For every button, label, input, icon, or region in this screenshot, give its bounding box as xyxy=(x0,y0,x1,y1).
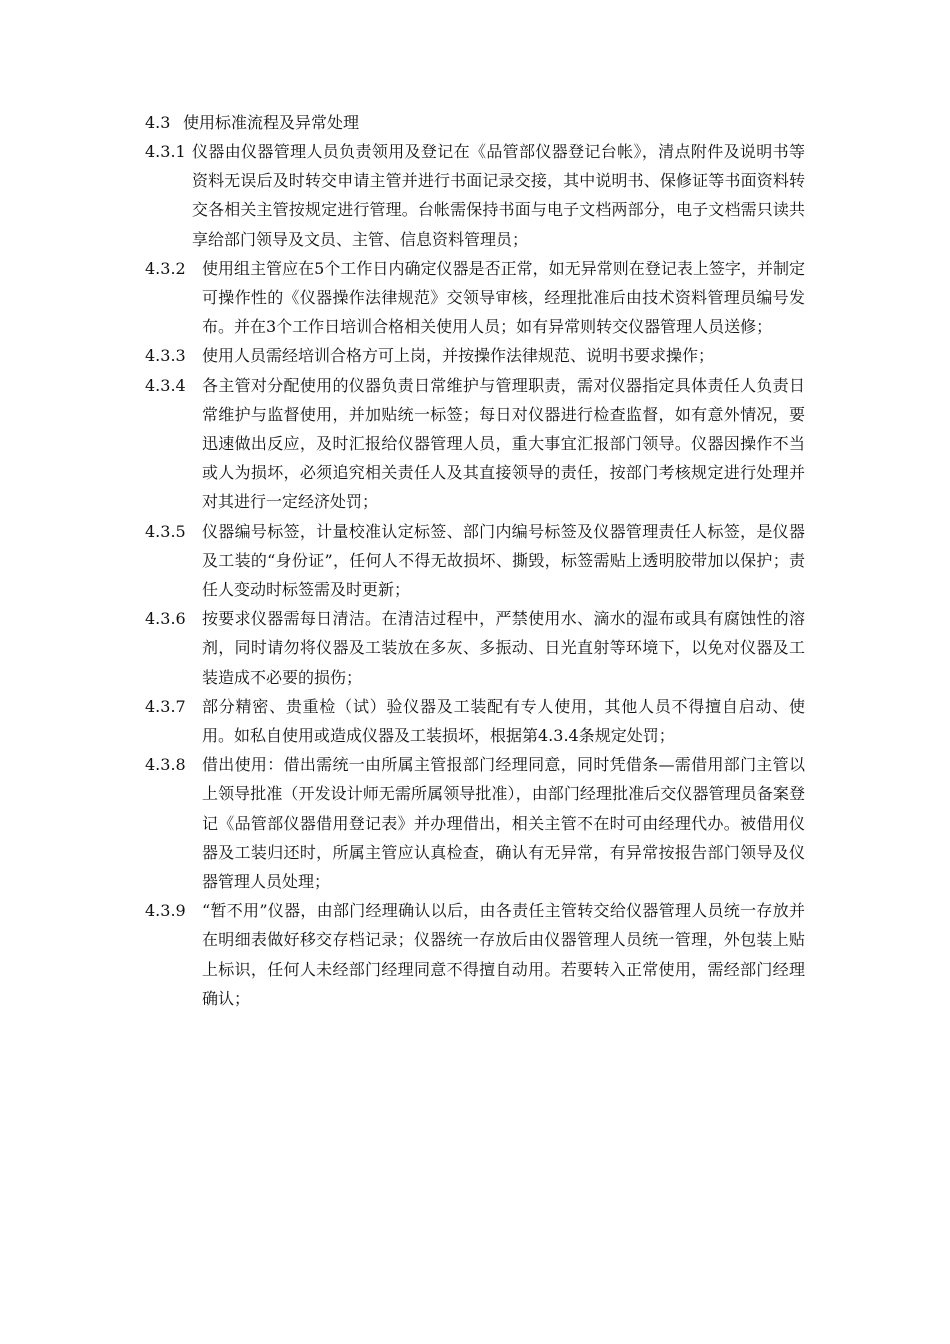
clause-text: 使用人员需经培训合格方可上岗，并按操作法律规范、说明书要求操作； xyxy=(202,346,715,366)
clause-item xyxy=(145,517,805,605)
clause-item xyxy=(145,692,805,750)
clause-number: 4.3.6 xyxy=(145,609,186,629)
clause-item xyxy=(145,750,805,896)
clause-text: “暂不用”仪器，由部门经理确认以后，由各责任主管转交给仪器管理人员统一存放并在明细表做好移交存档记录；仪器统一存放后由仪器管理人员统一管理，外包装上贴上标识，任何人未经部门经理同意不得擅自动用。若要转入正常使用，需经部门经理确认； xyxy=(202,901,805,1008)
clause-number: 4.3.1 xyxy=(145,142,186,161)
clause-text: 借出使用：借出需统一由所属主管报部门经理同意，同时凭借条—需借用部门主管以上领导批准（开发设计师无需所属领导批准），由部门经理批准后交仪器管理员备案登记《品管部仪器借用登记表》并办理借出，相关主管不在时可由经理代办。被借用仪器及工装归还时，所属主管应认真检查，确认有无异常，有异常按报告部门领导及仪器管理人员处理； xyxy=(202,755,805,892)
clause-item xyxy=(145,371,805,517)
clause-text: 仪器编号标签，计量校准认定标签、部门内编号标签及仪器管理责任人标签，是仪器及工装的“身份证”，任何人不得无故损坏、撕毁，标签需贴上透明胶带加以保护；责任人变动时标签需及时更新； xyxy=(202,521,805,600)
clause-item xyxy=(145,604,805,692)
clause-text: 仪器由仪器管理人员负责领用及登记在《品管部仪器登记台帐》，清点附件及说明书等资料无误后及时转交申请主管并进行书面记录交接，其中说明书、保修证等书面资料转交各相关主管按规定进行管理。台帐需保持书面与电子文档两部分，电子文档需只读共享给部门领导及文员、主管、信息资料管理员； xyxy=(192,142,805,249)
clause-item xyxy=(145,254,805,342)
clause-number: 4.3.9 xyxy=(145,901,186,921)
section-number: 4.3 xyxy=(145,113,171,132)
section-title: 使用标准流程及异常处理 xyxy=(183,113,360,132)
clause-text: 按要求仪器需每日清洁。在清洁过程中，严禁使用水、滴水的湿布或具有腐蚀性的溶剂，同时请勿将仪器及工装放在多灰、多振动、日光直射等环境下，以免对仪器及工装造成不必要的损伤； xyxy=(202,609,805,687)
clause-item xyxy=(145,341,805,370)
clause-list xyxy=(145,137,805,1013)
clause-item xyxy=(145,896,805,1013)
clause-number: 4.3.7 xyxy=(145,696,186,716)
clause-text: 使用组主管应在5个工作日内确定仪器是否正常，如无异常则在登记表上签字，并制定可操作性的《仪器操作法律规范》交领导审核，经理批准后由技术资料管理员编号发布。并在3个工作日培训合格相关使用人员；如有异常则转交仪器管理人员送修； xyxy=(202,258,805,337)
clause-text: 部分精密、贵重检（试）验仪器及工装配有专人使用，其他人员不得擅自启动、使用。如私自使用或造成仪器及工装损坏，根据第4.3.4条规定处罚； xyxy=(202,696,805,746)
clause-number: 4.3.4 xyxy=(145,375,186,395)
clause-text: 各主管对分配使用的仪器负责日常维护与管理职责，需对仪器指定具体责任人负责日常维护与监督使用，并加贴统一标签；每日对仪器进行检查监督，如有意外情况，要迅速做出反应，及时汇报给仪器管理人员，重大事宜汇报部门领导。仪器因操作不当或人为损坏，必须追究相关责任人及其直接领导的责任，按部门考核规定进行处理并对其进行一定经济处罚； xyxy=(202,375,805,512)
clause-number: 4.3.2 xyxy=(145,258,186,278)
clause-number: 4.3.5 xyxy=(145,521,186,541)
clause-number: 4.3.3 xyxy=(145,346,186,366)
clause-item xyxy=(145,137,805,254)
section-heading xyxy=(145,108,359,137)
clause-number: 4.3.8 xyxy=(145,755,186,775)
